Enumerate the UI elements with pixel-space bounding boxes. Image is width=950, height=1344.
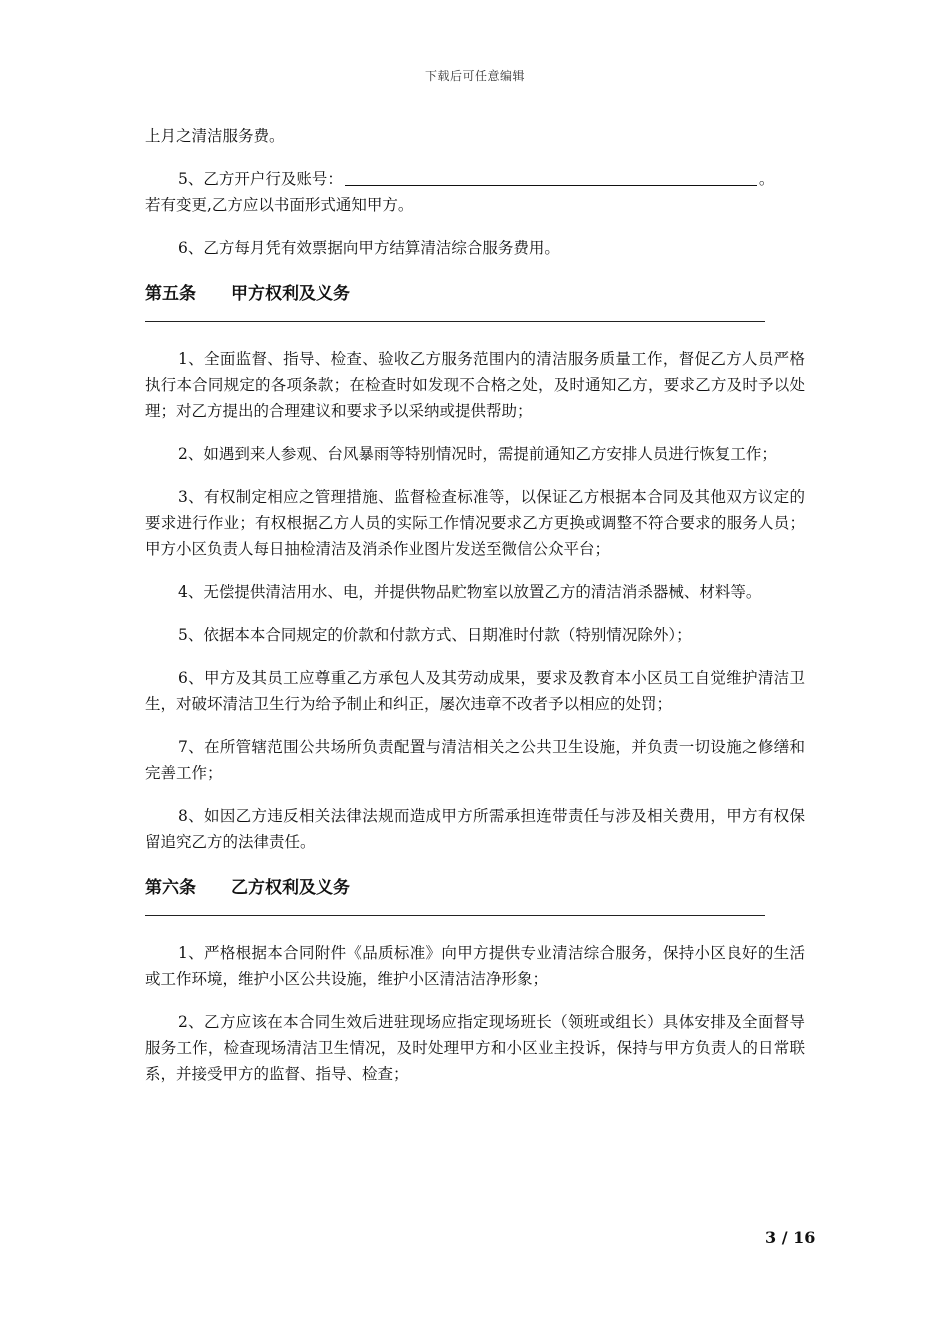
document-body: [145, 123, 805, 1087]
article5-item-2: 2、如遇到来人参观、台风暴雨等特别情况时，需提前通知乙方安排人员进行恢复工作；: [178, 445, 777, 463]
bank-account-suffix: 。: [758, 170, 775, 188]
article6-title: 乙方权利及义务: [231, 878, 350, 898]
page-current: 3: [765, 1228, 777, 1247]
article5-item-3: 3、有权制定相应之管理措施、监督检查标准等，以保证乙方根据本合同及其他双方议定的要求进行作业；有权根据乙方人员的实际工作情况要求乙方更换或调整不符合要求的服务人员；甲方小区负责人每日抽检清洁及消杀作业图片发送至微信公众平台；: [145, 488, 805, 558]
article5-divider: [145, 321, 765, 322]
bank-account-label: 5、乙方开户行及账号：: [178, 170, 343, 188]
article6-heading: [145, 875, 805, 901]
article5-item-4: 4、无偿提供清洁用水、电，并提供物品贮物室以放置乙方的清洁消杀器械、材料等。: [178, 583, 762, 601]
article5-heading: [145, 281, 805, 307]
article5-item-7: 7、在所管辖范围公共场所负责配置与清洁相关之公共卫生设施，并负责一切设施之修缮和完善工作；: [145, 738, 805, 782]
bank-account-blank[interactable]: [345, 169, 757, 186]
article5-number: 第五条: [145, 284, 196, 304]
paragraph-bank-account: [145, 166, 805, 192]
paragraph-settlement: 6、乙方每月凭有效票据向甲方结算清洁综合服务费用。: [178, 239, 560, 257]
page-separator: /: [776, 1228, 794, 1247]
article5-item-5: 5、依据本本合同规定的价款和付款方式、日期准时付款（特别情况除外）；: [178, 626, 692, 644]
page-number: [765, 1228, 815, 1247]
article6-item-2: 2、乙方应该在本合同生效后进驻现场应指定现场班长（领班或组长）具体安排及全面督导服务工作，检查现场清洁卫生情况，及时处理甲方和小区业主投诉，保持与甲方负责人的日常联系，并接受甲方的监督、指导、检查；: [145, 1013, 805, 1083]
page-total: 16: [793, 1228, 816, 1247]
article5-item-8: 8、如因乙方违反相关法律法规而造成甲方所需承担连带责任与涉及相关费用，甲方有权保留追究乙方的法律责任。: [145, 807, 805, 851]
article6-number: 第六条: [145, 878, 196, 898]
article5-title: 甲方权利及义务: [231, 284, 350, 304]
article6-divider: [145, 915, 765, 916]
paragraph-bank-account-note: 若有变更,乙方应以书面形式通知甲方。: [145, 196, 414, 214]
article6-item-1: 1、严格根据本合同附件《品质标准》向甲方提供专业清洁综合服务，保持小区良好的生活或工作环境，维护小区公共设施，维护小区清洁洁净形象；: [145, 944, 805, 988]
header-note: 下载后可任意编辑: [424, 69, 525, 83]
article5-item-6: 6、甲方及其员工应尊重乙方承包人及其劳动成果，要求及教育本小区员工自觉维护清洁卫生，对破坏清洁卫生行为给予制止和纠正，屡次违章不改者予以相应的处罚；: [145, 669, 805, 713]
article5-item-1: 1、全面监督、指导、检查、验收乙方服务范围内的清洁服务质量工作，督促乙方人员严格执行本合同规定的各项条款；在检查时如发现不合格之处，及时通知乙方，要求乙方及时予以处理；对乙方提出的合理建议和要求予以采纳或提供帮助；: [145, 350, 805, 420]
paragraph-prev-tail: 上月之清洁服务费。: [145, 127, 285, 145]
